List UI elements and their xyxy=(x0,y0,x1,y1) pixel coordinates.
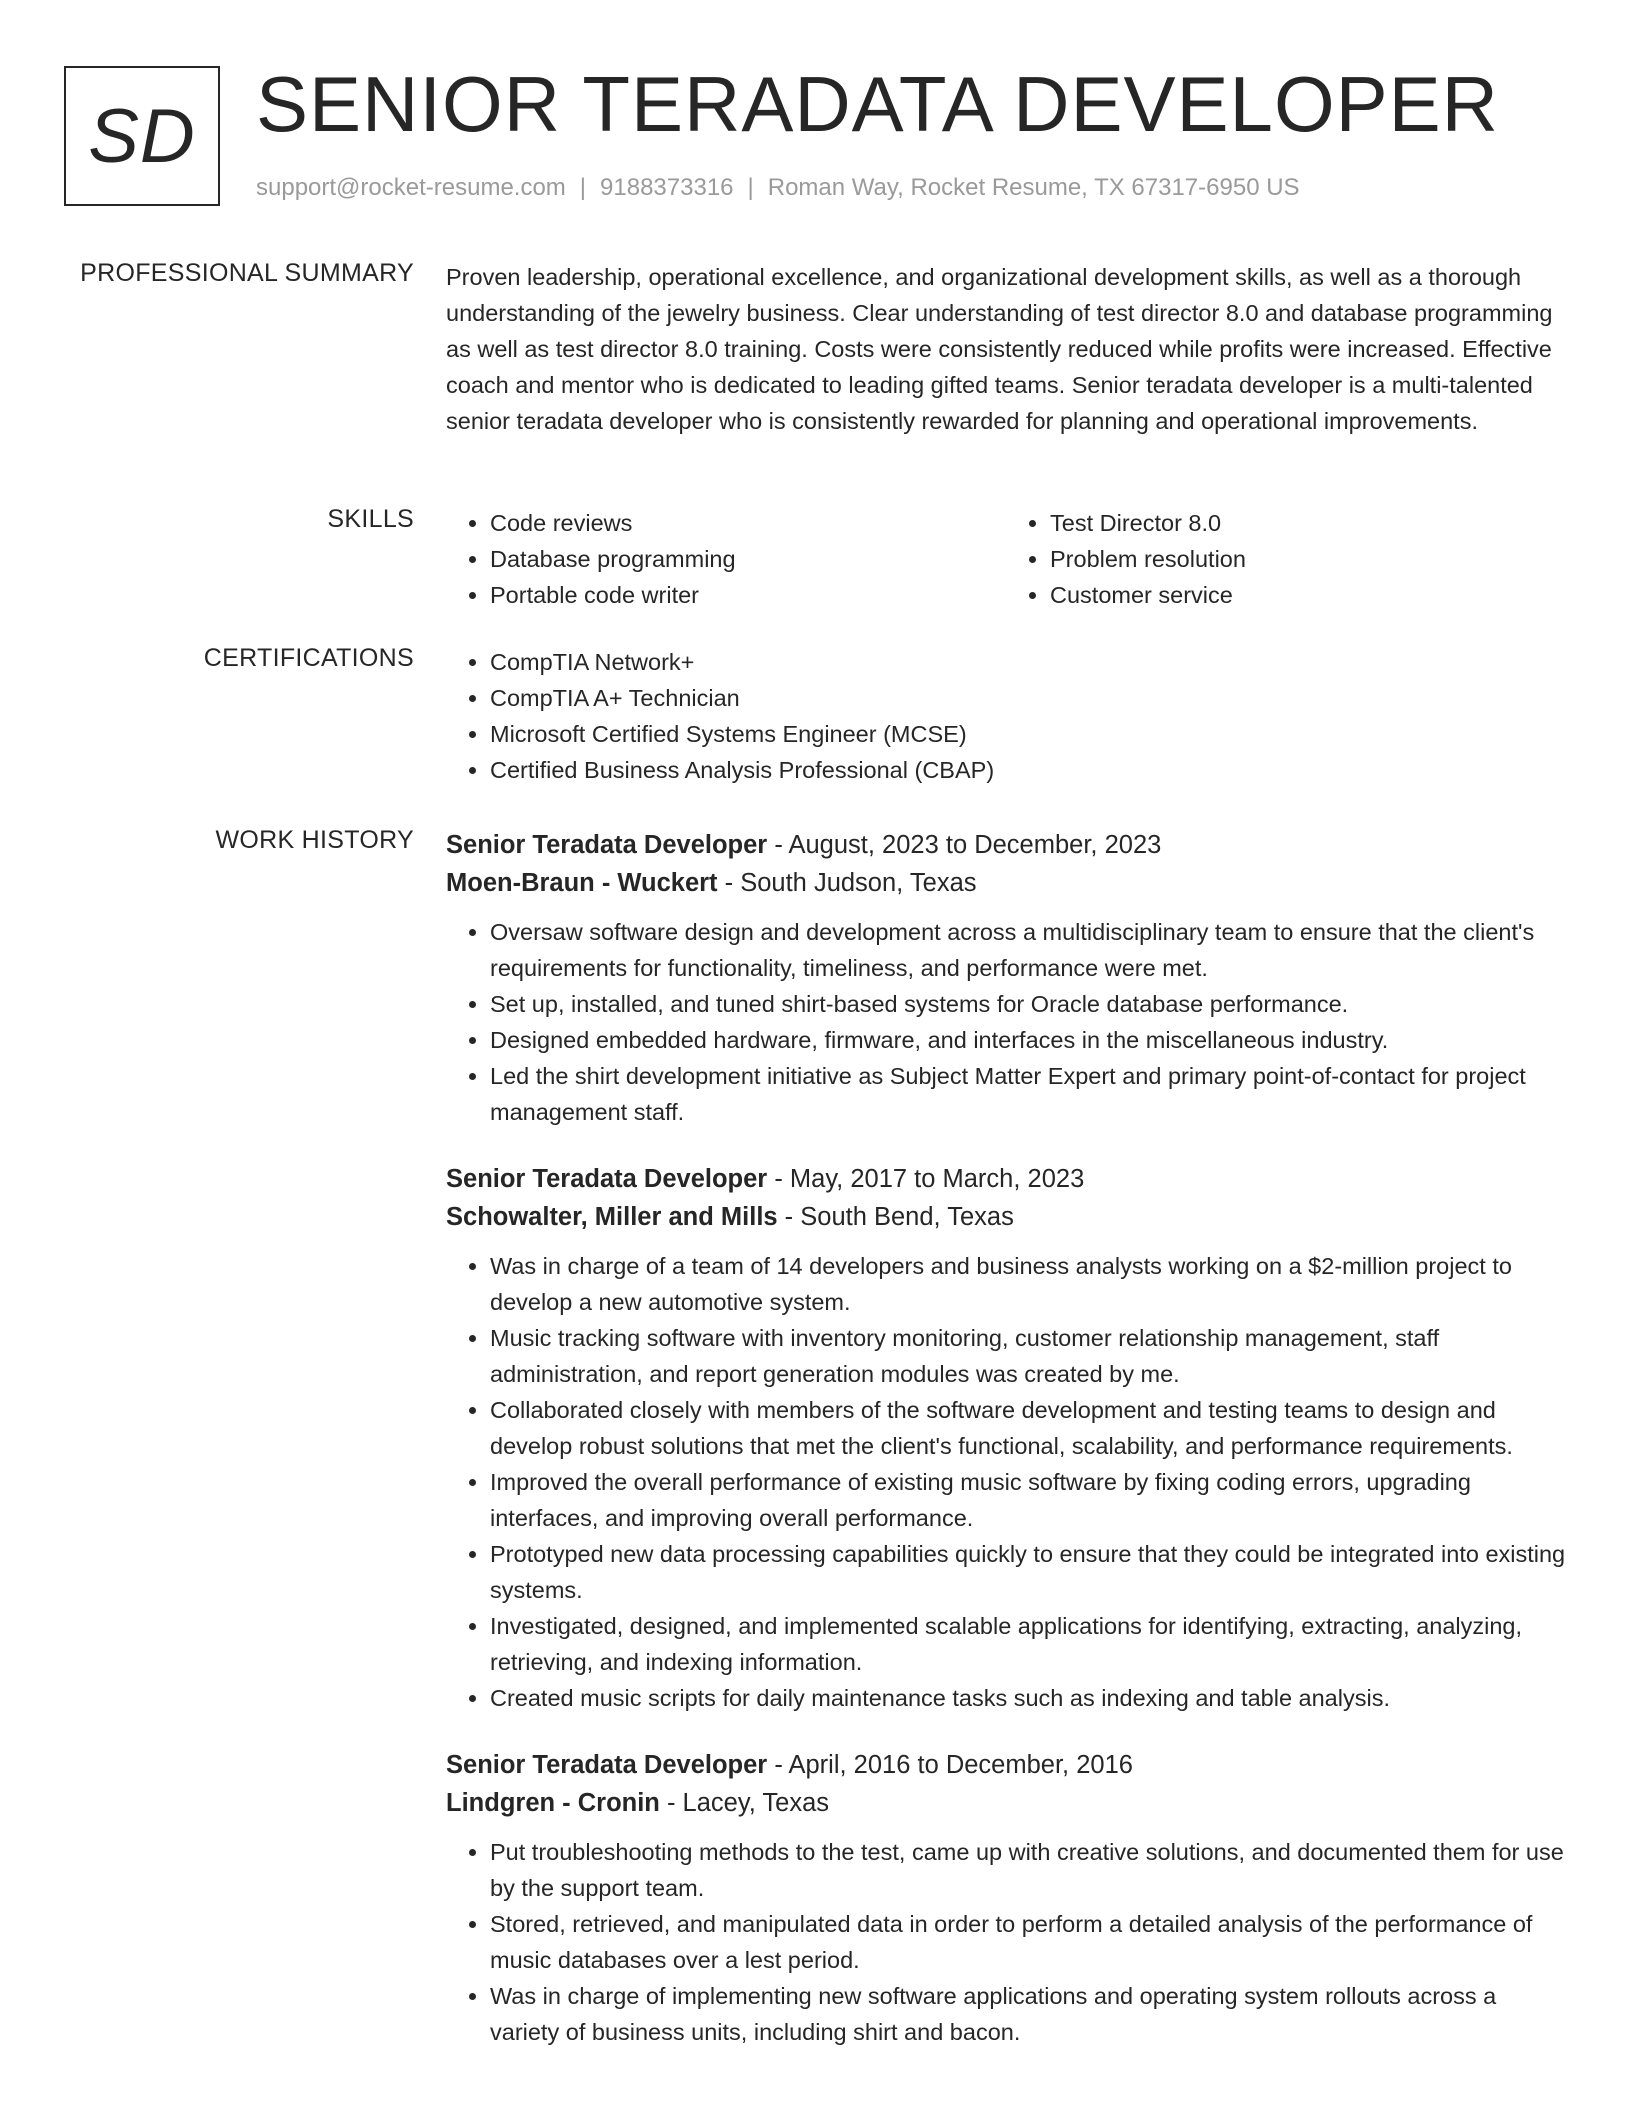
job-bullet: • Led the shirt development initiative as Subject Matter Expert and primary point-of-contact for project management staff. xyxy=(490,1058,1566,1130)
job-bullet: • Was in charge of implementing new software applications and operating system rollouts across a variety of business units, including shirt and bacon. xyxy=(490,1978,1566,2050)
job-bullet: • Put troubleshooting methods to the test, came up with creative solutions, and documented them for use by the support team. xyxy=(490,1834,1566,1906)
phone-number[interactable]: 9188373316 xyxy=(600,174,734,201)
job-dates: - May, 2017 to March, 2023 xyxy=(767,1165,1085,1193)
job-bullet: • Music tracking software with inventory monitoring, customer relationship management, staff administration, and report generation modules was created by me. xyxy=(490,1320,1566,1392)
job-company-line xyxy=(446,1784,1566,1822)
skill-item: • Customer service xyxy=(1050,577,1566,613)
job-bullets xyxy=(446,1834,1566,2050)
contact-separator: | xyxy=(747,174,754,201)
job-bullets xyxy=(446,914,1566,1130)
summary-text: Proven leadership, operational excellence, and organizational development skills, as well as a thorough understanding of the jewelry business. Clear understanding of test director 8.0 and database programming as well as test director 8.0 training. Costs were consistently reduced while profits were increased. Effective coach and mentor who is dedicated to leading gifted teams. Senior teradata developer is a multi-talented senior teradata developer who is consistently rewarded for planning and operational improvements. xyxy=(446,264,1553,434)
job-bullet: • Investigated, designed, and implemented scalable applications for identifying, extracting, analyzing, retrieving, and indexing information. xyxy=(490,1608,1566,1680)
job-bullet: • Designed embedded hardware, firmware, and interfaces in the miscellaneous industry. xyxy=(490,1022,1566,1058)
skills-list-col2 xyxy=(1006,505,1566,613)
job-location: - Lacey, Texas xyxy=(659,1789,830,1817)
section-label-skills: SKILLS xyxy=(327,505,414,533)
skill-item: • Database programming xyxy=(490,541,1006,577)
job-title: Senior Teradata Developer xyxy=(446,831,768,859)
resume-header xyxy=(64,60,1564,216)
certification-item: • CompTIA Network+ xyxy=(490,644,1566,680)
certification-item: • Certified Business Analysis Professional (CBAP) xyxy=(490,752,1566,788)
skill-item: • Test Director 8.0 xyxy=(1050,505,1566,541)
skill-item: • Portable code writer xyxy=(490,577,1006,613)
skills-list-col1 xyxy=(446,505,1006,613)
job-bullet: • Collaborated closely with members of the software development and testing teams to design and develop robust solutions that met the client's functional, scalability, and performance requirements. xyxy=(490,1392,1566,1464)
email-link[interactable]: support@rocket-resume.com xyxy=(256,174,566,201)
skill-item: • Code reviews xyxy=(490,505,1006,541)
job-title: Senior Teradata Developer xyxy=(446,1165,768,1193)
job-title-line xyxy=(446,1160,1566,1198)
job-dates: - August, 2023 to December, 2023 xyxy=(767,831,1162,859)
address: Roman Way, Rocket Resume, TX 67317-6950 US xyxy=(767,174,1300,201)
section-label-summary: PROFESSIONAL SUMMARY xyxy=(80,259,414,287)
job-title-line xyxy=(446,1746,1566,1784)
job-company-line xyxy=(446,1198,1566,1236)
monogram-logo: SD xyxy=(64,66,220,206)
contact-separator: | xyxy=(579,174,587,201)
job-title-line xyxy=(446,826,1566,864)
job-company-line xyxy=(446,864,1566,902)
job-entry xyxy=(446,1160,1566,1716)
job-bullets xyxy=(446,1248,1566,1716)
job-bullet: • Improved the overall performance of existing music software by fixing coding errors, upgrading interfaces, and improving overall performance. xyxy=(490,1464,1566,1536)
job-bullet: • Stored, retrieved, and manipulated data in order to perform a detailed analysis of the performance of music databases over a lest period. xyxy=(490,1906,1566,1978)
job-bullet: • Set up, installed, and tuned shirt-based systems for Oracle database performance. xyxy=(490,986,1566,1022)
certification-item: • Microsoft Certified Systems Engineer (MCSE) xyxy=(490,716,1566,752)
job-location: - South Bend, Texas xyxy=(777,1203,1014,1231)
job-company: Moen-Braun - Wuckert xyxy=(446,869,718,897)
skill-item: • Problem resolution xyxy=(1050,541,1566,577)
job-entry xyxy=(446,826,1566,1130)
job-title: Senior Teradata Developer xyxy=(446,1751,768,1779)
job-location: - South Judson, Texas xyxy=(717,869,977,897)
job-bullet: • Was in charge of a team of 14 developers and business analysts working on a $2-million project to develop a new automotive system. xyxy=(490,1248,1566,1320)
job-bullet: • Prototyped new data processing capabilities quickly to ensure that they could be integrated into existing systems. xyxy=(490,1536,1566,1608)
job-company: Schowalter, Miller and Mills xyxy=(446,1203,778,1231)
certifications-list xyxy=(446,644,1566,788)
job-dates: - April, 2016 to December, 2016 xyxy=(767,1751,1133,1779)
section-label-certifications: CERTIFICATIONS xyxy=(203,644,414,672)
contact-line xyxy=(256,174,1300,202)
job-bullet: • Oversaw software design and development across a multidisciplinary team to ensure that the client's requirements for functionality, timeliness, and performance were met. xyxy=(490,914,1566,986)
job-bullet: • Created music scripts for daily maintenance tasks such as indexing and table analysis. xyxy=(490,1680,1566,1716)
certification-item: • CompTIA A+ Technician xyxy=(490,680,1566,716)
job-company: Lindgren - Cronin xyxy=(446,1789,660,1817)
job-entry xyxy=(446,1746,1566,2050)
page-title: SENIOR TERADATA DEVELOPER xyxy=(256,60,1499,148)
section-label-work-history: WORK HISTORY xyxy=(215,826,414,854)
